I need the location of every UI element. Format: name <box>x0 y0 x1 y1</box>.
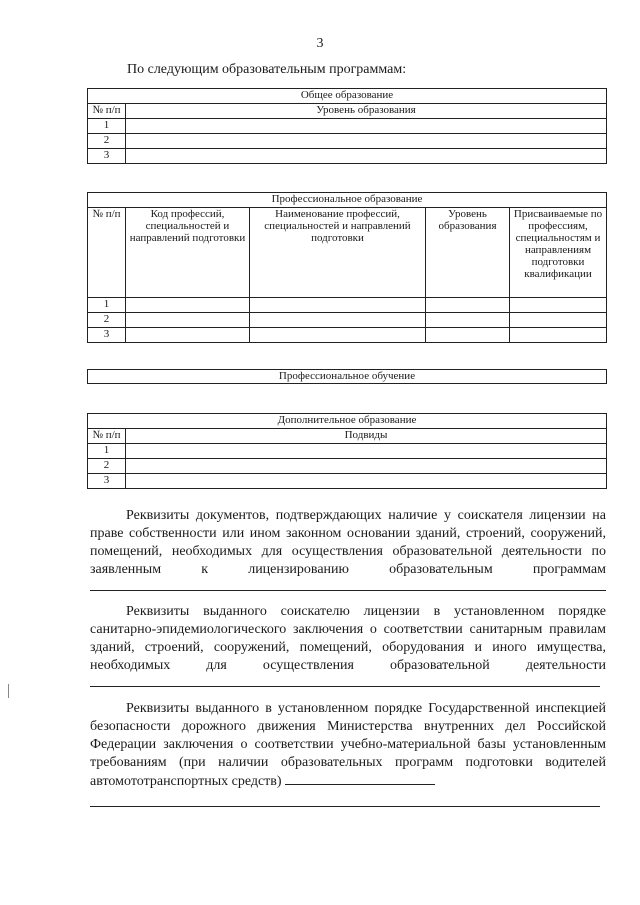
table-cell[interactable] <box>250 313 426 328</box>
table-cell[interactable] <box>126 298 250 313</box>
col-header-name: Наименование профессий, специальностей и направлений подготовки <box>250 208 426 298</box>
paragraph-text: Реквизиты выданного соискателю лицензии в установленном порядке санитарно-эпидемиологического заключения о соответствии санитарным правилам зданий, строений, сооружений, помещений, оборудования и иного имущества, необходимых для осуществления образовательной деятельности <box>90 604 606 673</box>
table-cell[interactable] <box>510 328 607 343</box>
table-row <box>88 328 607 343</box>
table-row <box>88 474 607 489</box>
fill-in-line[interactable] <box>90 806 600 807</box>
col-header-num: № п/п <box>88 104 126 119</box>
col-header-num: № п/п <box>88 429 126 444</box>
professional-training-table <box>87 369 607 384</box>
row-number: 3 <box>88 328 126 343</box>
table-cell[interactable] <box>126 328 250 343</box>
professional-education-title: Профессиональное образование <box>88 193 607 208</box>
paragraph-traffic-safety-conclusion <box>90 700 606 791</box>
fill-in-line[interactable] <box>285 772 435 785</box>
table-cell[interactable] <box>426 328 510 343</box>
row-number: 1 <box>88 119 126 134</box>
table-cell[interactable] <box>250 298 426 313</box>
general-education-table <box>87 88 607 164</box>
paragraph-property-documents <box>90 507 606 579</box>
row-number: 2 <box>88 313 126 328</box>
row-number: 1 <box>88 298 126 313</box>
paragraph-text: Реквизиты выданного в установленном порядке Государственной инспекцией безопасности дорожного движения Министерства внутренних дел Российской Федерации заключения о соответствии учебно-материальной базы установленным требованиям (при наличии образовательных программ подготовки водителей автомототранспортных средств) <box>90 701 606 789</box>
row-number: 3 <box>88 474 126 489</box>
professional-education-table <box>87 192 607 343</box>
table-row <box>88 313 607 328</box>
additional-education-title: Дополнительное образование <box>88 414 607 429</box>
row-number: 2 <box>88 134 126 149</box>
table-cell[interactable] <box>126 313 250 328</box>
table-cell[interactable] <box>126 459 607 474</box>
table-cell[interactable] <box>510 313 607 328</box>
col-header-level: Уровень образования <box>426 208 510 298</box>
col-header-num: № п/п <box>88 208 126 298</box>
table-row <box>88 298 607 313</box>
paragraph-sanitary-conclusion <box>90 603 606 675</box>
general-education-title: Общее образование <box>88 89 607 104</box>
table-cell[interactable] <box>250 328 426 343</box>
table-cell[interactable] <box>126 444 607 459</box>
table-cell[interactable] <box>510 298 607 313</box>
table-row <box>88 134 607 149</box>
row-number: 2 <box>88 459 126 474</box>
row-number: 1 <box>88 444 126 459</box>
table-row <box>88 459 607 474</box>
fill-in-line[interactable] <box>90 590 606 591</box>
table-row <box>88 119 607 134</box>
col-header-code: Код профессий, специальностей и направлений подготовки <box>126 208 250 298</box>
table-row <box>88 149 607 164</box>
table-cell[interactable] <box>126 149 607 164</box>
table-cell[interactable] <box>426 313 510 328</box>
col-header-level: Уровень образования <box>126 104 607 119</box>
page-number: 3 <box>316 36 324 51</box>
additional-education-table <box>87 413 607 489</box>
scan-margin-mark <box>8 684 9 698</box>
intro-heading: По следующим образовательным программам: <box>127 62 407 77</box>
professional-training-title: Профессиональное обучение <box>88 370 607 384</box>
row-number: 3 <box>88 149 126 164</box>
table-cell[interactable] <box>426 298 510 313</box>
table-cell[interactable] <box>126 119 607 134</box>
table-cell[interactable] <box>126 474 607 489</box>
col-header-subtypes: Подвиды <box>126 429 607 444</box>
table-row <box>88 444 607 459</box>
table-cell[interactable] <box>126 134 607 149</box>
fill-in-line[interactable] <box>90 686 600 687</box>
paragraph-text: Реквизиты документов, подтверждающих наличие у соискателя лицензии на праве собственности или ином законном основании зданий, строений, сооружений, помещений, необходимых для осуществления образовательной деятельности по заявленным к лицензированию образовательным программам <box>90 508 606 577</box>
col-header-qualification: Присваиваемые по профессиям, специальностям и направлениям подготовки квалификации <box>510 208 607 298</box>
